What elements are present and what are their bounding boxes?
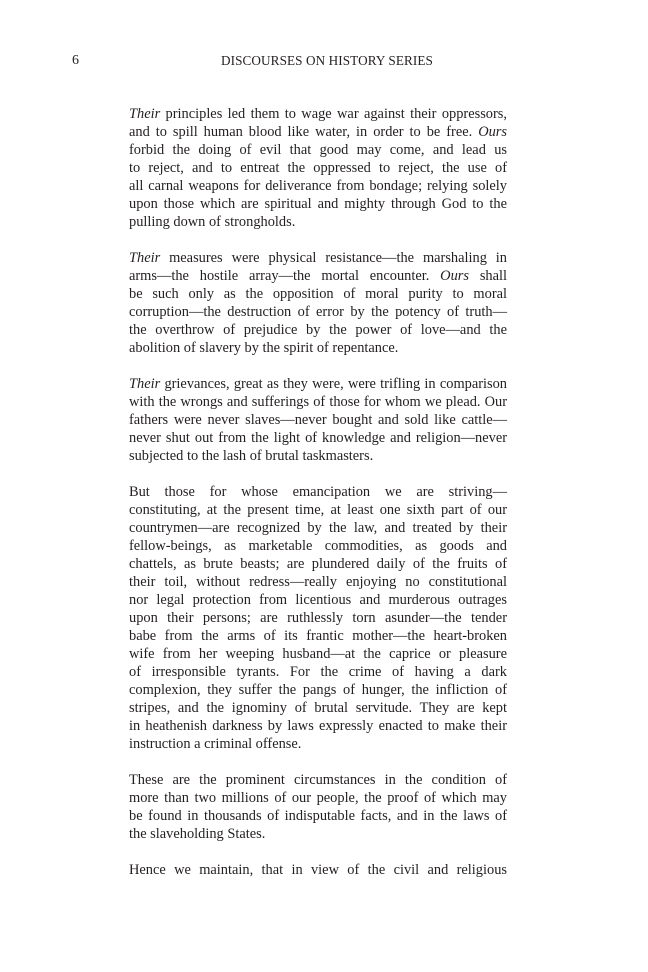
text-run: in heathenish darkness by laws expressly enacted to make their bbox=[129, 718, 507, 734]
text-run: principles led them to wage war against their oppressors, bbox=[160, 106, 507, 122]
text-line bbox=[129, 861, 507, 879]
text-run: wife from her weeping husband—at the caprice or pleasure bbox=[129, 646, 507, 662]
text-line bbox=[129, 177, 507, 195]
text-line bbox=[129, 573, 507, 591]
text-line bbox=[129, 609, 507, 627]
text-run: with the wrongs and sufferings of those for whom we plead. Our bbox=[129, 394, 507, 410]
text-line bbox=[129, 537, 507, 555]
text-line bbox=[129, 249, 507, 267]
text-run: stripes, and the ignominy of brutal servitude. They are kept bbox=[129, 700, 507, 716]
body-text bbox=[129, 105, 507, 897]
emphasis: Ours bbox=[478, 124, 507, 140]
text-line bbox=[129, 411, 507, 429]
text-run: But those for whose emancipation we are striving— bbox=[129, 484, 507, 500]
text-line bbox=[129, 663, 507, 681]
paragraph bbox=[129, 249, 507, 357]
text-run: measures were physical resistance—the marshaling in bbox=[160, 250, 507, 266]
text-run: corruption—the destruction of error by the potency of truth— bbox=[129, 304, 507, 320]
text-line bbox=[129, 123, 507, 141]
running-head: DISCOURSES ON HISTORY SERIES bbox=[220, 53, 433, 68]
text-line bbox=[129, 393, 507, 411]
text-run: fathers were never slaves—never bought and sold like cattle— bbox=[129, 412, 507, 428]
page-number: 6 bbox=[72, 53, 79, 68]
text-run: the overthrow of prejudice by the power of love—and the bbox=[129, 322, 507, 338]
text-line bbox=[129, 771, 507, 789]
text-line bbox=[129, 591, 507, 609]
text-run: be found in thousands of indisputable facts, and in the laws of bbox=[129, 808, 507, 824]
text-run: nor legal protection from licentious and murderous outrages bbox=[129, 592, 507, 608]
text-line bbox=[129, 483, 507, 501]
text-run: shall bbox=[468, 268, 507, 284]
text-run: pulling down of strongholds. bbox=[129, 214, 296, 230]
text-run: countrymen—are recognized by the law, and treated by their bbox=[129, 520, 507, 536]
emphasis: Their bbox=[129, 106, 161, 122]
text-line bbox=[129, 807, 507, 825]
text-run: Hence we maintain, that in view of the civil and religious bbox=[129, 862, 507, 878]
text-run: their toil, without redress—really enjoying no constitutional bbox=[129, 574, 507, 590]
emphasis: Ours bbox=[440, 268, 469, 284]
emphasis: Their bbox=[129, 376, 161, 392]
text-run: upon those which are spiritual and mighty through God to the bbox=[129, 196, 507, 212]
text-run: complexion, they suffer the pangs of hunger, the infliction of bbox=[129, 682, 507, 698]
text-run: chattels, as brute beasts; are plundered daily of the fruits of bbox=[129, 556, 507, 572]
text-run: more than two millions of our people, the proof of which may bbox=[129, 790, 507, 806]
text-line bbox=[129, 699, 507, 717]
text-run: never shut out from the light of knowledge and religion—never bbox=[129, 430, 507, 446]
text-line bbox=[129, 789, 507, 807]
text-run: abolition of slavery by the spirit of repentance. bbox=[129, 340, 399, 356]
text-line bbox=[129, 375, 507, 393]
text-line bbox=[129, 195, 507, 213]
text-run: and to spill human blood like water, in order to be free. bbox=[129, 124, 479, 140]
text-run: all carnal weapons for deliverance from bondage; relying solely bbox=[129, 178, 507, 194]
text-line bbox=[129, 321, 507, 339]
text-run: be such only as the opposition of moral purity to moral bbox=[129, 286, 507, 302]
text-run: subjected to the lash of brutal taskmasters. bbox=[129, 448, 374, 464]
paragraph bbox=[129, 483, 507, 753]
text-line bbox=[129, 555, 507, 573]
text-line bbox=[129, 429, 507, 447]
text-line bbox=[129, 159, 507, 177]
text-line bbox=[129, 213, 507, 231]
text-run: fellow-beings, as marketable commodities, as goods and bbox=[129, 538, 507, 554]
text-line bbox=[129, 717, 507, 735]
text-line bbox=[129, 303, 507, 321]
text-run: instruction a criminal offense. bbox=[129, 736, 302, 752]
text-line bbox=[129, 339, 507, 357]
text-line bbox=[129, 627, 507, 645]
paragraph bbox=[129, 861, 507, 879]
text-run: babe from the arms of its frantic mother—the heart-broken bbox=[129, 628, 507, 644]
text-line bbox=[129, 105, 507, 123]
text-line bbox=[129, 681, 507, 699]
paragraph bbox=[129, 771, 507, 843]
text-line bbox=[129, 285, 507, 303]
text-line bbox=[129, 267, 507, 285]
paragraph bbox=[129, 105, 507, 231]
text-run: constituting, at the present time, at least one sixth part of our bbox=[129, 502, 507, 518]
emphasis: Their bbox=[129, 250, 161, 266]
text-line bbox=[129, 141, 507, 159]
text-line bbox=[129, 519, 507, 537]
paragraph bbox=[129, 375, 507, 465]
text-run: forbid the doing of evil that good may come, and lead us bbox=[129, 142, 507, 158]
text-run: upon their persons; are ruthlessly torn asunder—the tender bbox=[129, 610, 507, 626]
text-run: These are the prominent circumstances in the condition of bbox=[129, 772, 507, 788]
text-line bbox=[129, 447, 507, 465]
text-run: grievances, great as they were, were trifling in comparison bbox=[160, 376, 507, 392]
text-line bbox=[129, 825, 507, 843]
text-line bbox=[129, 735, 507, 753]
text-line bbox=[129, 645, 507, 663]
text-run: arms—the hostile array—the mortal encounter. bbox=[129, 268, 441, 284]
text-run: the slaveholding States. bbox=[129, 826, 266, 842]
text-line bbox=[129, 501, 507, 519]
text-run: to reject, and to entreat the oppressed to reject, the use of bbox=[129, 160, 507, 176]
text-run: of irresponsible tyrants. For the crime of having a dark bbox=[129, 664, 507, 680]
